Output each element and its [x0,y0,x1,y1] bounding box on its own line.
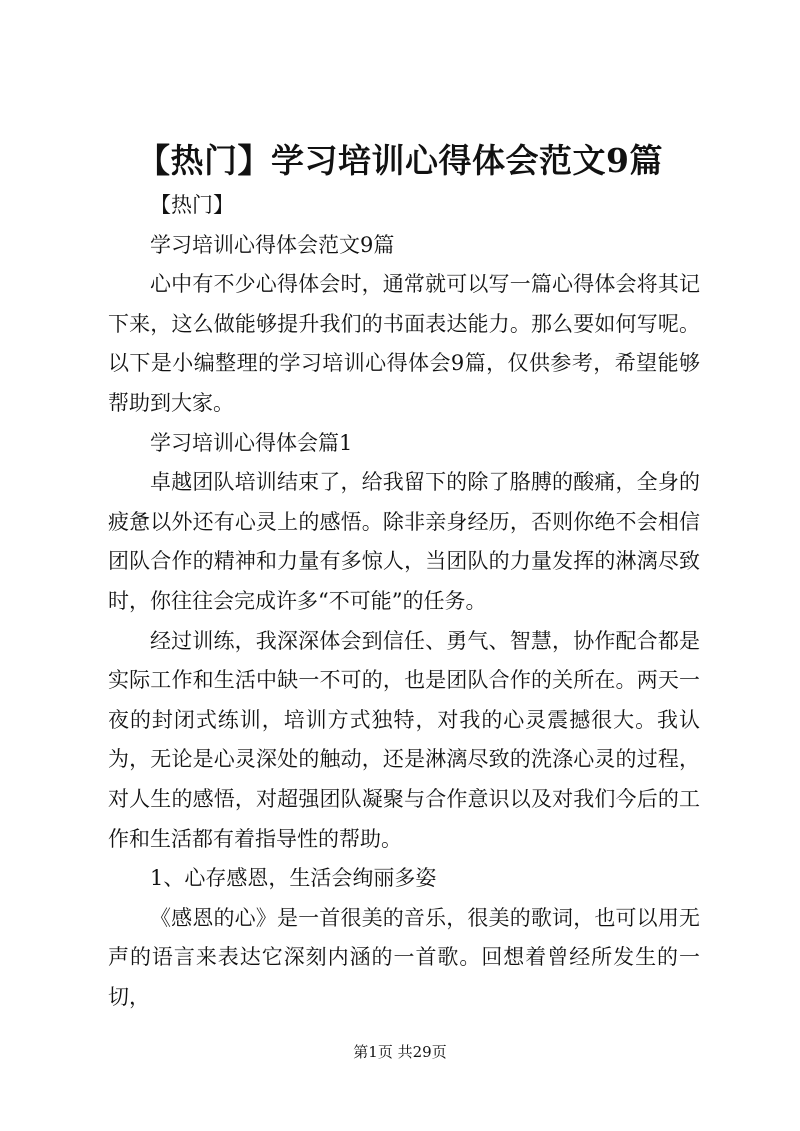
paragraph-training-reflection: 经过训练，我深深体会到信任、勇气、智慧，协作配合都是实际工作和生活中缺一不可的，也是团队合作的关所在。两天一夜的封闭式练训，培训方式独特，对我的心灵震撼很大。我认为，无论是心灵深处的触动，还是淋漓尽致的洗涤心灵的过程，对人生的感悟，对超强团队凝聚与合作意识以及对我们今后的工作和生活都有着指导性的帮助。 [108,628,700,851]
paragraph-grateful-heart: 《感恩的心》是一首很美的音乐，很美的歌词，也可以用无声的语言来表达它深刻内涵的一首歌。回想着曾经所发生的一切， [108,905,700,1009]
subheading-gratitude: 1、心存感恩，生活会绚丽多姿 [150,866,437,891]
document-title: 【热门】学习培训心得体会范文9篇 [137,141,663,180]
paragraph-subtitle: 学习培训心得体会范文9篇 [150,232,395,257]
document-body [108,186,700,1017]
paragraph-team-training: 卓越团队培训结束了，给我留下的除了胳膊的酸痛，全身的疲惫以外还有心灵上的感悟。除非亲身经历，否则你绝不会相信团队合作的精神和力量有多惊人，当团队的力量发挥的淋漓尽致时，你往往会完成许多“不可能”的任务。 [108,470,700,613]
section-heading-part-1: 学习培训心得体会篇1 [150,430,353,455]
paragraph-intro: 心中有不少心得体会时，通常就可以写一篇心得体会将其记下来，这么做能够提升我们的书面表达能力。那么要如何写呢。以下是小编整理的学习培训心得体会9篇，仅供参考，希望能够帮助到大家。 [108,272,700,415]
page-number: 第1页 共29页 [353,1043,447,1061]
paragraph-hot-tag: 【热门】 [150,193,234,217]
